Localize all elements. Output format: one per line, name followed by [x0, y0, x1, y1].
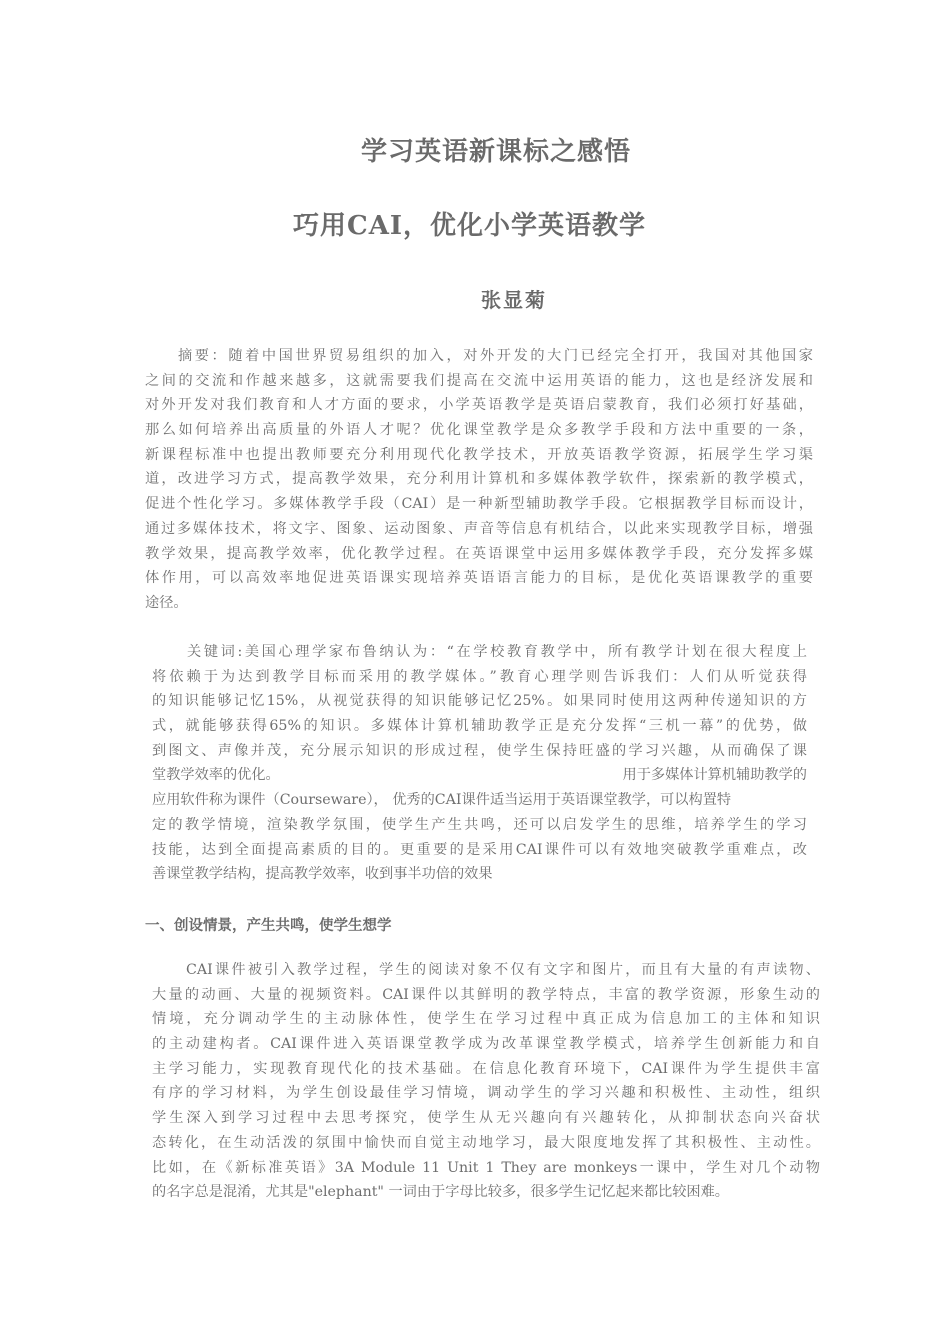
keywords-line: 善课堂教学结构，提高教学效率，收到事半功倍的效果 [152, 866, 493, 883]
abstract-line: 对外开发对我们教育和人才方面的要求，小学英语教学是英语启蒙教育，我们必须打好基础， [145, 397, 813, 414]
abstract-line: 促进个性化学习。多媒体教学手段（CAI）是一种新型辅助教学手段。它根据教学目标而设计， [145, 496, 813, 513]
abstract-line: 摘要：随着中国世界贸易组织的加入，对外开发的大门已经完全打开，我国对其他国家 [178, 348, 813, 364]
keywords-line: 式，就能够获得65%的知识。多媒体计算机辅助教学正是充分发挥“三机一幕”的优势，做 [152, 718, 807, 735]
section-line: 学生深入到学习过程中去思考探究，使学生从无兴趣向有兴趣转化，从抑制状态向兴奋状 [152, 1110, 820, 1127]
keywords-line: 定的教学情境，渲染教学氛围，使学生产生共鸣，还可以启发学生的思维，培养学生的学习 [152, 816, 807, 833]
abstract-line: 道，改进学习方式，提高教学效果，充分利用计算机和多媒体教学软件，探索新的教学模式， [145, 471, 813, 488]
section-heading: 一、创设情景，产生共鸣，使学生想学 [145, 917, 392, 934]
section-line: 情境，充分调动学生的主动脉体性，使学生在学习过程中真正成为信息加工的主体和知识 [152, 1011, 820, 1028]
keywords-line: 技能，达到全面提高素质的目的。更重要的是采用CAI课件可以有效地突破教学重难点，改 [152, 841, 807, 858]
section-line: CAI课件被引入教学过程，学生的阅读对象不仅有文字和图片，而且有大量的有声读物、 [186, 962, 820, 978]
abstract-line: 之间的交流和作越来越多，这就需要我们提高在交流中运用英语的能力，这也是经济发展和 [145, 372, 813, 389]
section-line: 的主动建构者。CAI课件进入英语课堂教学成为改革课堂教学模式，培养学生创新能力和自 [152, 1036, 820, 1053]
keywords-line: 关键词:美国心理学家布鲁纳认为：“在学校教育教学中，所有教学计划在很大程度上 [187, 644, 807, 660]
section-paragraph [152, 958, 820, 1205]
keywords-line: 应用软件称为课件（Courseware）， 优秀的CAI课件适当运用于英语课堂教学，可以构置特 [152, 792, 732, 809]
abstract-line: 途径。 [145, 594, 188, 611]
abstract-line: 通过多媒体技术，将文字、图象、运动图象、声音等信息有机结合，以此来实现教学目标，增强 [145, 520, 813, 537]
abstract-line: 教学效果，提高教学效率，优化教学过程。在英语课堂中运用多媒体教学手段，充分发挥多媒 [145, 545, 813, 562]
document-title: 学习英语新课标之感悟 [361, 137, 632, 167]
document-subtitle: 巧用CAI，优化小学英语教学 [293, 211, 647, 241]
section-line: 有序的学习材料，为学生创设最佳学习情境，调动学生的学习兴趣和积极性、主动性，组织 [152, 1085, 820, 1102]
section-line: 态转化，在生动活泼的氛围中愉快而自觉主动地学习，最大限度地发挥了其积极性、主动性。 [152, 1134, 820, 1151]
keywords-paragraph [152, 640, 807, 887]
section-line: 大量的动画、大量的视频资料。CAI课件以其鲜明的教学特点，丰富的教学资源，形象生动的 [152, 986, 820, 1003]
section-line: 比如，在《新标准英语》3A Module 11 Unit 1 They are monkeys一课中，学生对几个动物 [152, 1159, 820, 1176]
keywords-line: 将依赖于为达到教学目标而采用的教学媒体。”教育心理学则告诉我们：人们从听觉获得 [152, 668, 807, 685]
keywords-line: 的知识能够记忆15%，从视觉获得的知识能够记忆25%。如果同时使用这两种传递知识的方 [152, 693, 807, 710]
abstract-line: 那么如何培养出高质量的外语人才呢？优化课堂教学是众多教学手段和方法中重要的一条， [145, 422, 813, 439]
abstract-line: 体作用，可以高效率地促进英语课实现培养英语语言能力的目标，是优化英语课教学的重要 [145, 570, 813, 587]
abstract-paragraph [145, 344, 813, 616]
section-line: 的名字总是混淆，尤其是"elephant" 一词由于字母比较多，很多学生记忆起来都比较困难。 [152, 1184, 729, 1201]
abstract-line: 新课程标准中也提出教师要充分利用现代化教学技术，开放英语教学资源，拓展学生学习渠 [145, 446, 813, 463]
keywords-split-left: 堂教学效率的优化。 [152, 767, 280, 784]
section-line: 主学习能力，实现教育现代化的技术基础。在信息化教育环境下，CAI课件为学生提供丰富 [152, 1060, 820, 1077]
keywords-split-right: 用于多媒体计算机辅助教学的 [622, 767, 807, 784]
author-name: 张显菊 [481, 288, 547, 312]
keywords-split-line [152, 763, 807, 788]
keywords-line: 到图文、声像并茂，充分展示知识的形成过程，使学生保持旺盛的学习兴趣，从而确保了课 [152, 742, 807, 759]
